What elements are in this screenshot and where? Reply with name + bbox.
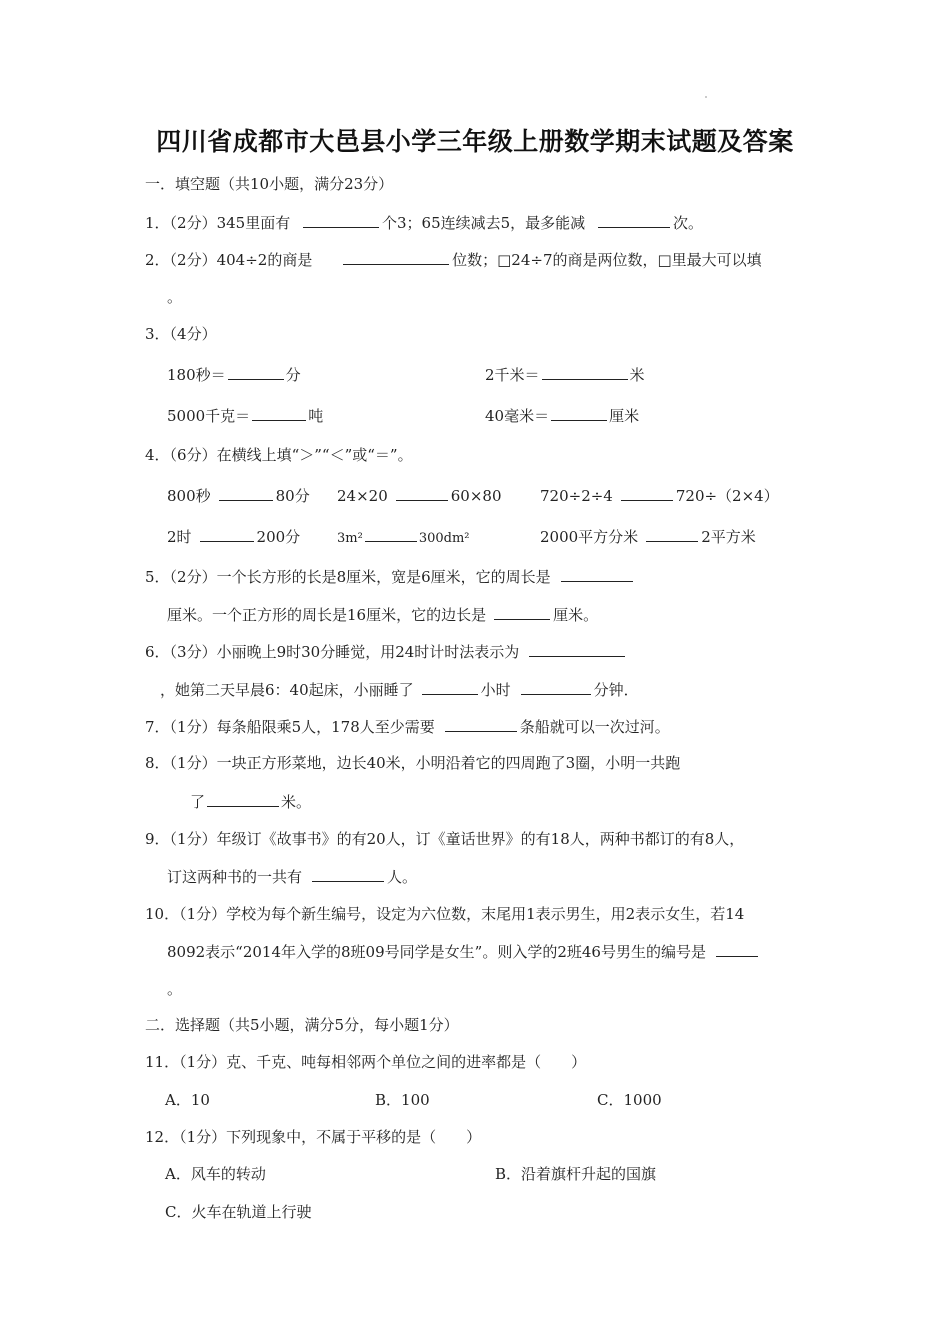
q3-text: 米 bbox=[629, 366, 645, 384]
q3-text: 5000千克＝ bbox=[167, 407, 251, 425]
q6-text-b: ，她第二天早晨6：40起床，小丽睡了 bbox=[160, 681, 414, 699]
q8-text-b: 了 bbox=[190, 793, 206, 811]
q4-text: 24×20 bbox=[337, 487, 388, 505]
answer-blank[interactable] bbox=[228, 364, 284, 380]
q9-text-b: 订这两种书的一共有 bbox=[167, 868, 303, 886]
q4-text: 720÷（2×4） bbox=[675, 487, 779, 505]
answer-blank[interactable] bbox=[529, 641, 625, 657]
q4-text: 300dm² bbox=[418, 531, 470, 546]
answer-blank[interactable] bbox=[621, 485, 673, 501]
answer-blank[interactable] bbox=[219, 485, 273, 501]
question-4-head: 4．（6分）在横线上填“＞”“＜”或“＝”。 bbox=[145, 446, 413, 464]
page-title: 四川省成都市大邑县小学三年级上册数学期末试题及答案 bbox=[156, 127, 794, 156]
q3-row2-left bbox=[167, 405, 323, 426]
question-10: 10．（1分）学校为每个新生编号，设定为六位数，末尾用1表示男生，用2表示女生，若14 bbox=[145, 905, 745, 923]
q4-text: 80分 bbox=[275, 487, 310, 505]
q7-text-a: 7．（1分）每条船限乘5人，178人至少需要 bbox=[145, 718, 435, 736]
question-6 bbox=[145, 641, 628, 662]
answer-blank[interactable] bbox=[561, 566, 633, 582]
q3-text: 2千米＝ bbox=[485, 366, 540, 384]
answer-blank[interactable] bbox=[521, 679, 591, 695]
question-3-head: 3．（4分） bbox=[145, 325, 217, 343]
question-5-line2 bbox=[167, 604, 598, 625]
answer-blank[interactable] bbox=[716, 941, 758, 957]
q7-text-b: 条船就可以一次过河。 bbox=[519, 718, 670, 736]
q3-text: 吨 bbox=[308, 407, 324, 425]
scan-speck bbox=[705, 96, 707, 98]
q1-text-a: 1．（2分）345里面有 bbox=[145, 214, 291, 232]
answer-blank[interactable] bbox=[200, 526, 254, 542]
answer-blank[interactable] bbox=[343, 249, 449, 265]
q4-text: 2000平方分米 bbox=[540, 528, 639, 546]
q11-option-a[interactable]: A．10 bbox=[165, 1091, 210, 1109]
q4-text: 60×80 bbox=[450, 487, 502, 505]
q4-r2-c1 bbox=[167, 526, 300, 547]
q12-option-c[interactable]: C．火车在轨道上行驶 bbox=[165, 1203, 312, 1221]
q4-r1-c1 bbox=[167, 485, 310, 506]
q3-row1-left bbox=[167, 364, 301, 385]
q8-text-c: 米。 bbox=[281, 793, 312, 811]
question-6-line2 bbox=[160, 679, 639, 700]
q6-text-d: 分钟． bbox=[593, 681, 639, 699]
q3-text: 180秒＝ bbox=[167, 366, 226, 384]
q3-row1-right bbox=[485, 364, 645, 385]
q3-text: 分 bbox=[285, 366, 301, 384]
section1-heading: 一．填空题（共10小题，满分23分） bbox=[145, 175, 394, 193]
section2-heading: 二．选择题（共5小题，满分5分，每小题1分） bbox=[145, 1016, 459, 1034]
question-2 bbox=[145, 249, 762, 270]
question-9: 9．（1分）年级订《故事书》的有20人，订《童话世界》的有18人，两种书都订的有8人， bbox=[145, 830, 745, 848]
q11-option-c[interactable]: C．1000 bbox=[597, 1091, 662, 1109]
q4-text: 720÷2÷4 bbox=[540, 487, 613, 505]
q10-text-b: 8092表示“2014年入学的8班09号同学是女生”。则入学的2班46号男生的编号是 bbox=[167, 943, 706, 961]
answer-blank[interactable] bbox=[551, 405, 607, 421]
question-10-line2 bbox=[167, 941, 761, 962]
q4-text: 800秒 bbox=[167, 487, 211, 505]
question-8: 8．（1分）一块正方形菜地，边长40米，小明沿着它的四周跑了3圈，小明一共跑 bbox=[145, 754, 681, 772]
answer-blank[interactable] bbox=[646, 526, 698, 542]
answer-blank[interactable] bbox=[422, 679, 478, 695]
q5-text-a: 5．（2分）一个长方形的长是8厘米，宽是6厘米，它的周长是 bbox=[145, 568, 551, 586]
answer-blank[interactable] bbox=[312, 866, 384, 882]
q5-text-c: 厘米。 bbox=[553, 606, 599, 624]
q11-option-b[interactable]: B．100 bbox=[375, 1091, 430, 1109]
q12-option-a[interactable]: A．风车的转动 bbox=[165, 1165, 266, 1183]
q4-text: 3m² bbox=[337, 531, 363, 546]
question-11: 11．（1分）克、千克、吨每相邻两个单位之间的进率都是（ ） bbox=[145, 1053, 587, 1071]
answer-blank[interactable] bbox=[365, 526, 417, 542]
q3-text: 厘米 bbox=[609, 407, 640, 425]
q2-end: 。 bbox=[167, 288, 183, 306]
q4-r1-c3 bbox=[540, 485, 779, 506]
answer-blank[interactable] bbox=[396, 485, 448, 501]
q2-text-b: 位数；□24÷7的商是两位数，□里最大可以填 bbox=[452, 251, 762, 269]
q2-text-a: 2．（2分）404÷2的商是 bbox=[145, 251, 313, 269]
q6-text-c: 小时 bbox=[480, 681, 511, 699]
q4-text: 2平方米 bbox=[701, 528, 756, 546]
answer-blank[interactable] bbox=[598, 212, 670, 228]
q10-end: 。 bbox=[167, 980, 183, 998]
q4-text: 200分 bbox=[256, 528, 301, 546]
answer-blank[interactable] bbox=[542, 364, 628, 380]
q1-text-b: 个3；65连续减去5，最多能减 bbox=[382, 214, 586, 232]
q1-text-c: 次。 bbox=[672, 214, 703, 232]
answer-blank[interactable] bbox=[494, 604, 550, 620]
question-7 bbox=[145, 716, 670, 737]
q4-text: 2时 bbox=[167, 528, 192, 546]
q4-r1-c2 bbox=[337, 485, 502, 506]
q4-r2-c2 bbox=[337, 526, 470, 549]
q6-text-a: 6．（3分）小丽晚上9时30分睡觉，用24时计时法表示为 bbox=[145, 643, 520, 661]
q3-text: 40毫米＝ bbox=[485, 407, 550, 425]
question-8-line2 bbox=[190, 791, 311, 812]
q4-r2-c3 bbox=[540, 526, 756, 547]
q5-text-b: 厘米。一个正方形的周长是16厘米，它的边长是 bbox=[167, 606, 487, 624]
answer-blank[interactable] bbox=[207, 791, 279, 807]
question-5 bbox=[145, 566, 636, 587]
question-12: 12．（1分）下列现象中，不属于平移的是（ ） bbox=[145, 1128, 482, 1146]
answer-blank[interactable] bbox=[252, 405, 306, 421]
answer-blank[interactable] bbox=[445, 716, 517, 732]
answer-blank[interactable] bbox=[303, 212, 379, 228]
q12-option-b[interactable]: B．沿着旗杆升起的国旗 bbox=[495, 1165, 657, 1183]
question-1 bbox=[145, 212, 703, 233]
q9-text-c: 人。 bbox=[387, 868, 418, 886]
question-9-line2 bbox=[167, 866, 417, 887]
q3-row2-right bbox=[485, 405, 639, 426]
